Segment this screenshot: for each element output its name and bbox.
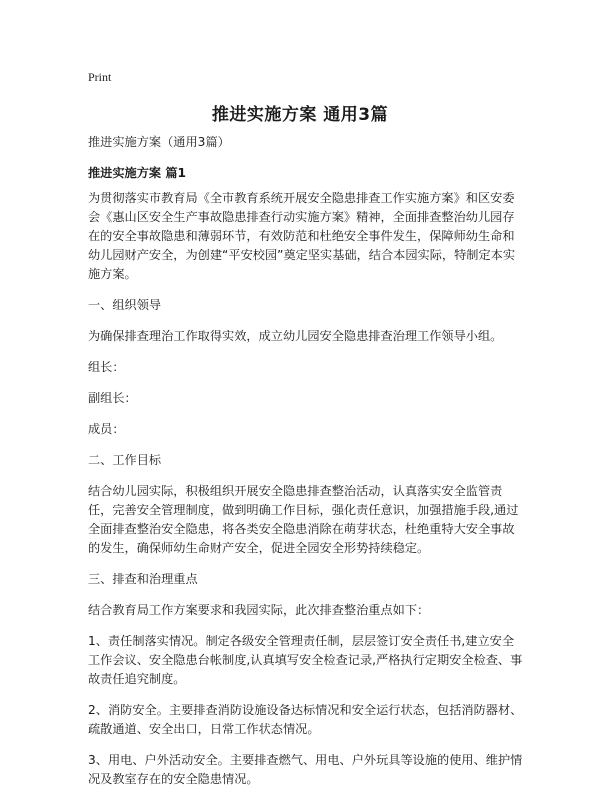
leader-line: 组长： bbox=[88, 360, 125, 374]
members-line: 成员： bbox=[88, 422, 125, 436]
document-title: 推进实施方案 通用3篇 bbox=[211, 105, 389, 125]
section-heading-focus: 三、排查和治理重点 bbox=[88, 572, 198, 586]
intro-paragraph: 为贯彻落实市教育局《全市教育系统开展安全隐患排查工作实施方案》和区安委会《惠山区安全生产事故隐患排查行动实施方案》精神，全面排查整治幼儿园存在的安全事故隐患和薄弱环节，有效防范和杜绝安全事件发生，保障师幼生命和幼儿园财产安全，为创建“平安校园”奠定坚实基础，结合本园实际，特制定本实施方案。 bbox=[88, 191, 516, 281]
goals-paragraph: 结合幼儿园实际，积极组织开展安全隐患排查整治活动，认真落实安全监管责任，完善安全管理制度，做到明确工作目标，强化责任意识，加强措施手段,通过全面排查整治安全隐患，将各类安全隐患消除在萌芽状态，杜绝重特大安全事故的发生，确保师幼生命财产安全，促进全园安全形势持续稳定。 bbox=[88, 484, 519, 555]
print-label[interactable]: Print bbox=[88, 70, 112, 84]
focus-intro-paragraph: 结合教育局工作方案要求和我园实际，此次排查整治重点如下： bbox=[88, 603, 430, 617]
document-subtitle: 推进实施方案（通用3篇） bbox=[88, 135, 230, 149]
deputy-leader-line: 副组长： bbox=[88, 391, 137, 405]
list-item: 1、责任制落实情况。制定各级安全管理责任制，层层签订安全责任书,建立安全工作会议、安全隐患台帐制度,认真填写安全检查记录,严格执行定期安全检查、事故责任追究制度。 bbox=[88, 634, 523, 686]
section-heading-organization: 一、组织领导 bbox=[88, 298, 162, 312]
part-heading: 推进实施方案 篇1 bbox=[88, 166, 187, 180]
section-heading-goals: 二、工作目标 bbox=[88, 453, 162, 467]
document-body bbox=[88, 133, 526, 801]
organization-paragraph: 为确保排查理治工作取得实效，成立幼儿园安全隐患排查治理工作领导小组。 bbox=[88, 329, 503, 343]
list-item: 2、消防安全。主要排查消防设施设备达标情况和安全运行状态，包括消防器材、疏散通道、安全出口，日常工作状态情况。 bbox=[88, 703, 523, 736]
list-item: 3、用电、户外活动安全。主要排查燃气、用电、户外玩具等设施的使用、维护情况及教室存在的安全隐患情况。 bbox=[88, 753, 523, 786]
